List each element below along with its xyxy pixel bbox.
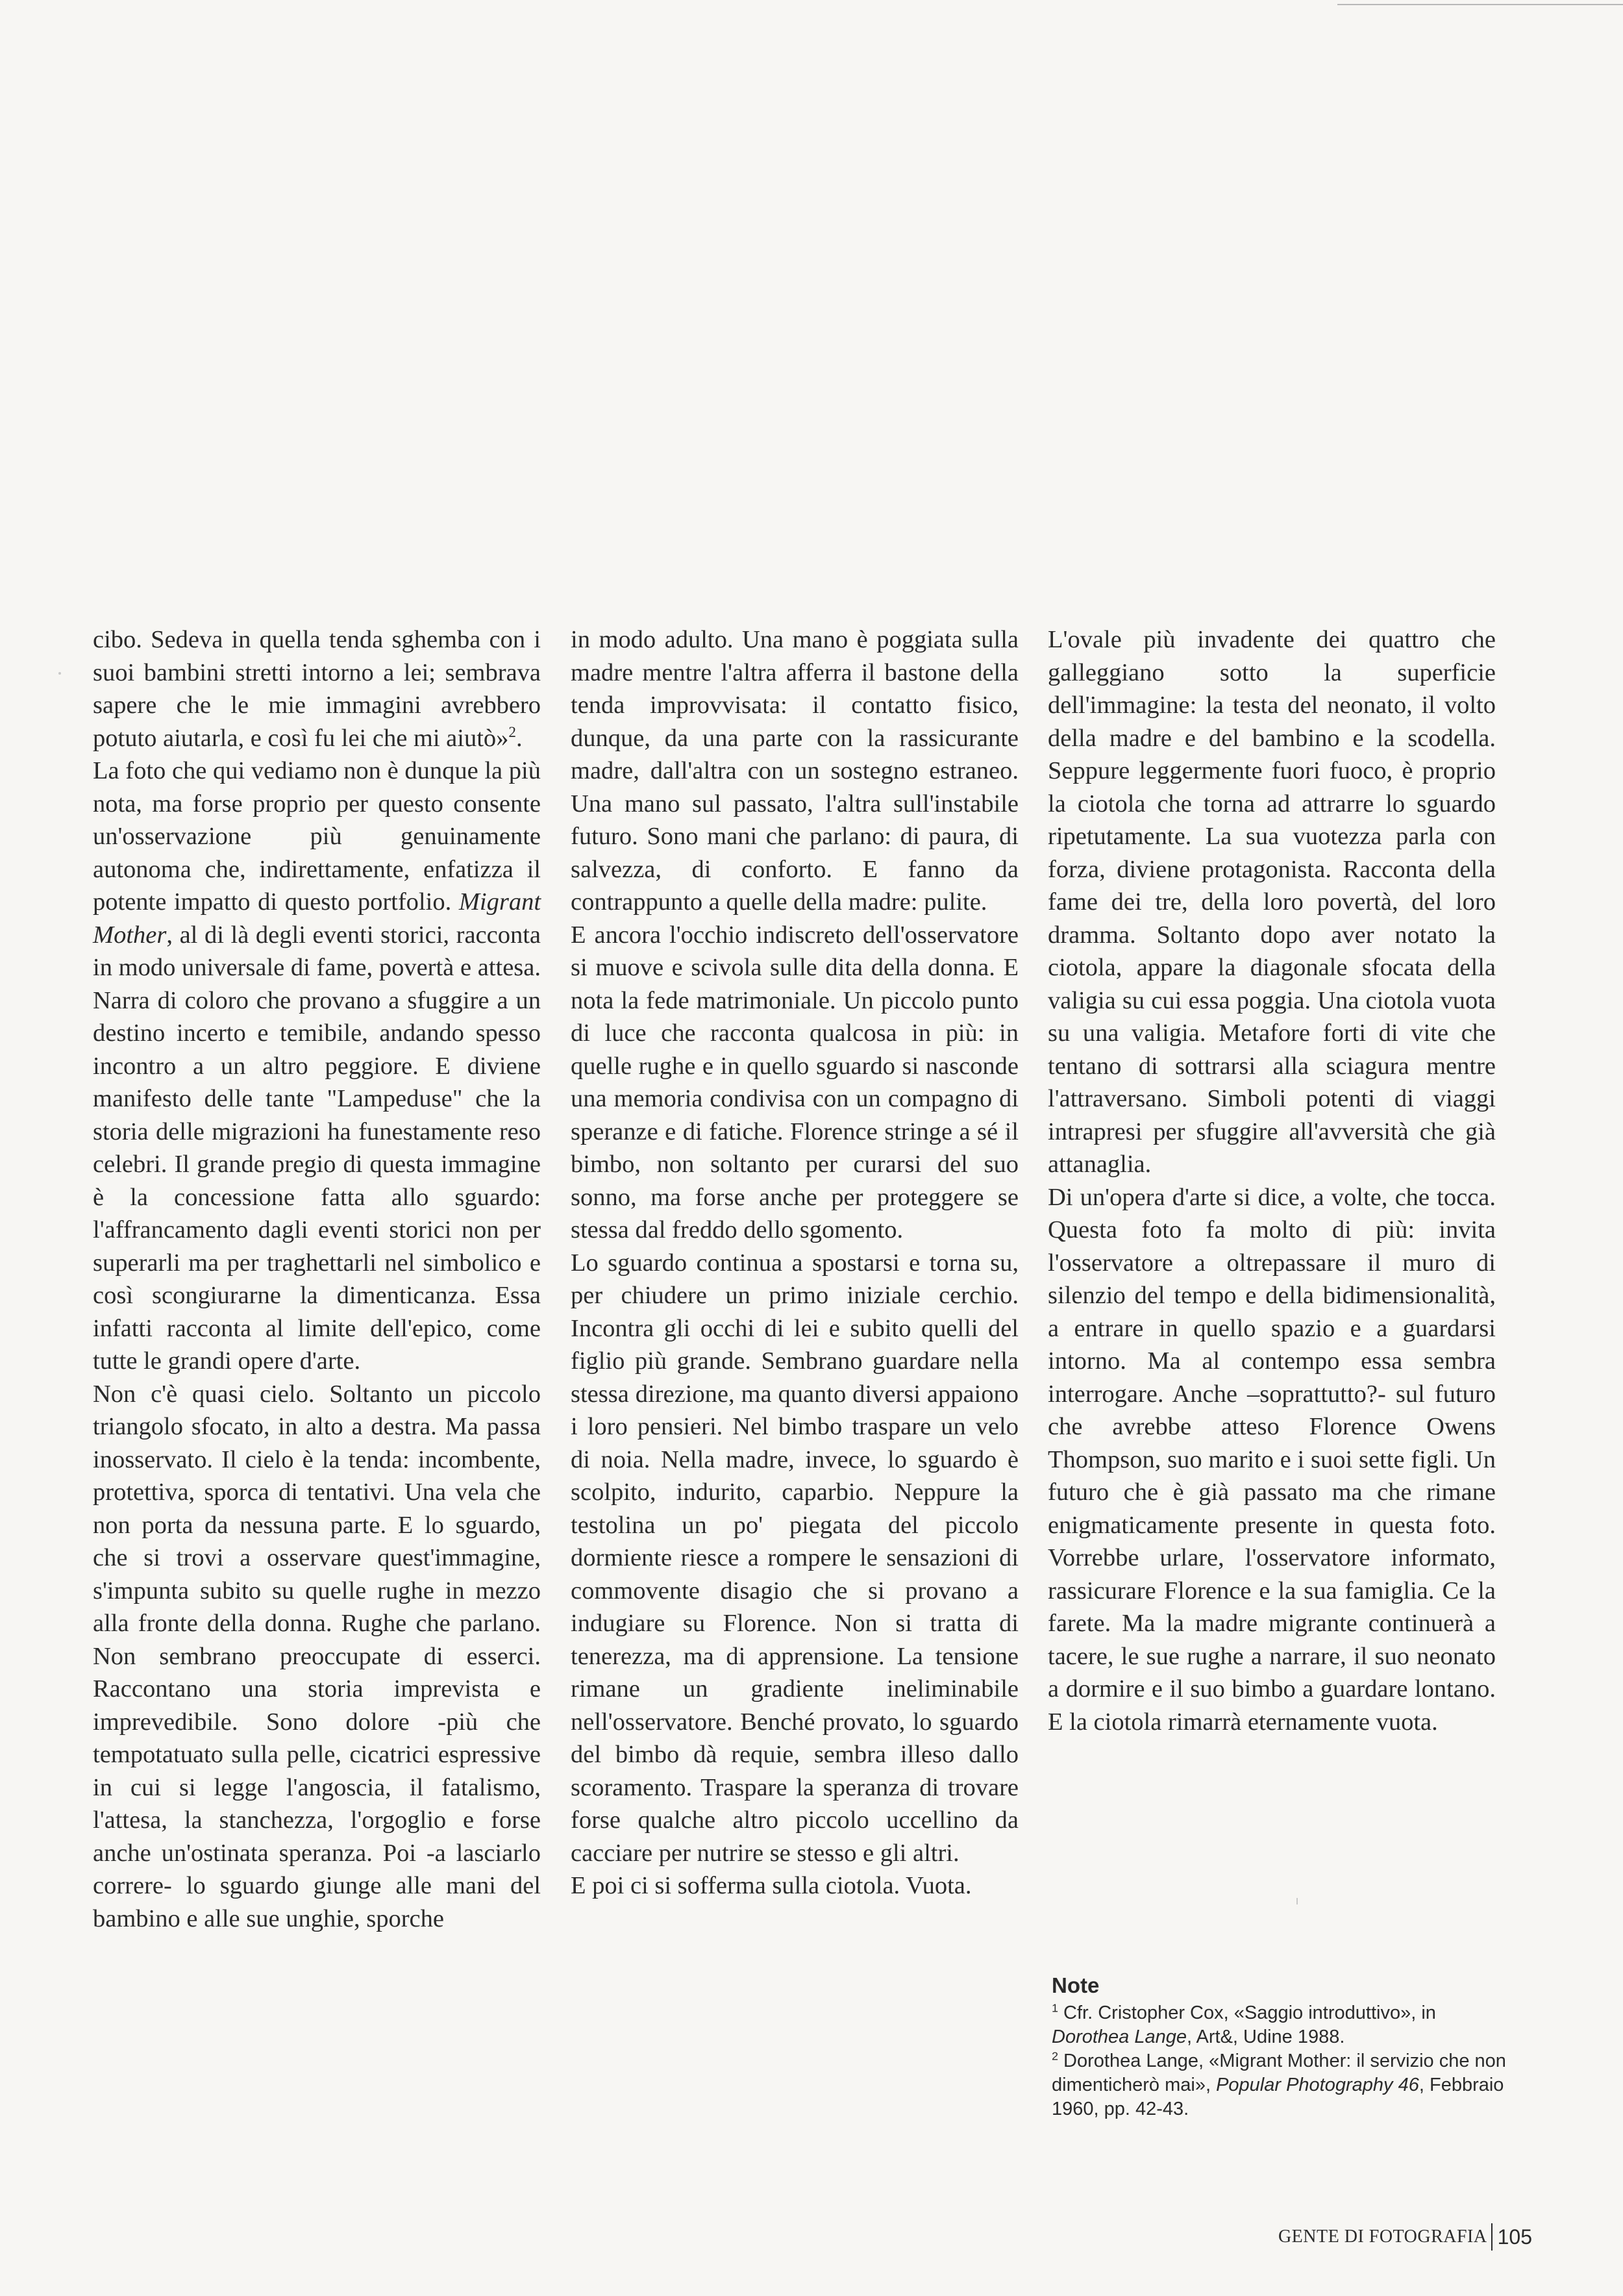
note-italic: Popular Photography 46 (1216, 2075, 1419, 2095)
note-text: , Febbraio 1960, pp. 42-43. (1052, 2075, 1504, 2119)
paragraph: Di un'opera d'arte si dice, a volte, che tocca. Questa foto fa molto di più: invita l'osservatore a oltrepassare il muro di silenzio del tempo e della bidimensionalità, a entrare in quello spazio e a guardarsi intorno. Ma al contempo essa sembra interrogare. Anche –soprattutto?- sul futuro che avrebbe atteso Florence Owens Thompson, suo marito e i suoi sette figli. Un futuro che è già passato ma che rimane enigmaticamente presente in questa foto. Vorrebbe urlare, l'osservatore informato, rassicurare Florence e la sua famiglia. Ce la farete. Ma la madre migrante continuerà a tacere, le sue rughe a narrare, il suo neonato a dormire e il suo bimbo a guardare lontano. E la ciotola rimarrà eternamente vuota. (1048, 1183, 1496, 1736)
notes-title: Note (1052, 1973, 1100, 1997)
text-column-1 (93, 623, 541, 1935)
artwork-title: Migrant Mother (93, 888, 541, 949)
paragraph: L'ovale più invadente dei quattro che galleggiano sotto la superficie dell'immagine: la testa del neonato, il volto della madre e del bambino e la scodella. Seppure leggermente fuori fuoco, è proprio la ciotola che torna ad attrarre lo sguardo ripetutamente. La sua vuotezza parla con forza, diviene protagonista. Racconta della fame dei tre, della loro povertà, del loro dramma. Soltanto dopo aver notato la ciotola, appare la diagonale sfocata della valigia su cui essa poggia. Una ciotola vuota su una valigia. Metafore forti di vite che tentano di sottrarsi alla sciagura mentre l'attraversano. Simboli potenti di viaggi intrapresi per sfuggire all'avversità che già attanaglia. (1048, 626, 1496, 1178)
paragraph: E ancora l'occhio indiscreto dell'osservatore si muove e scivola sulle dita della donna. E nota la fede matrimoniale. Un piccolo punto di luce che racconta qualcosa in più: in quelle rughe e in quello sguardo si nasconde una memoria condivisa con un compagno di speranze e di fatiche. Florence stringe a sé il bimbo, non soltanto per curarsi del suo sonno, ma forse anche per proteggere se stessa dal freddo dello sgomento. (571, 921, 1019, 1243)
note-text: Cfr. Cristopher Cox, «Saggio introduttivo», in (1058, 2003, 1436, 2023)
text-column-3 (1048, 623, 1496, 1738)
paragraph-text: La foto che qui vediamo non è dunque la più nota, ma forse proprio per questo consente un'osservazione più genuinamente autonoma che, indirettamente, enfatizza il potente impatto di questo portfolio. (93, 757, 541, 916)
footnote-ref: 2 (508, 723, 516, 740)
paragraph: Lo sguardo continua a spostarsi e torna su, per chiudere un primo iniziale cerchio. Incontra gli occhi di lei e subito quelli del figlio più grande. Sembrano guardare nella stessa direzione, ma quanto diversi appaiono i loro pensieri. Nel bimbo traspare un velo di noia. Nella madre, invece, lo sguardo è scolpito, indurito, caparbio. Neppure la testolina un po' piegata del piccolo dormiente riesce a rompere le sensazioni di commovente disagio che si provano a indugiare su Florence. Non si tratta di tenerezza, ma di apprensione. La tensione rimane un gradiente ineliminabile nell'osservatore. Benché provato, lo sguardo del bimbo dà requie, sembra illeso dallo scoramento. Traspare la speranza di trovare forse qualche altro piccolo uccellino da cacciare per nutrire se stesso e gli altri. (571, 1249, 1019, 1867)
paragraph: E poi ci si sofferma sulla ciotola. Vuota. (571, 1872, 972, 1899)
scan-speck (1296, 1898, 1298, 1904)
note-item (1052, 2049, 1506, 2121)
text-column-2 (571, 623, 1019, 1903)
paragraph: in modo adulto. Una mano è poggiata sulla madre mentre l'altra afferra il bastone della tenda improvvisata: il contatto fisico, dunque, da una parte con la rassicurante madre, dall'altra con un sostegno estraneo. Una mano sul passato, l'altra sull'instabile futuro. Sono mani che parlano: di paura, di salvezza, di conforto. E fanno da contrappunto a quelle della madre: pulite. (571, 626, 1019, 916)
paragraph-text: cibo. Sedeva in quella tenda sghemba con i suoi bambini stretti intorno a lei; sembrava sapere che le mie immagini avrebbero potuto aiutarla, e così fu lei che mi aiutò» (93, 626, 541, 752)
note-item (1052, 2001, 1506, 2049)
note-marker: 1 (1052, 2001, 1058, 2015)
footer-divider (1491, 2223, 1493, 2251)
paragraph (93, 755, 541, 1378)
magazine-name: GENTE DI FOTOGRAFIA (1278, 2227, 1487, 2247)
note-italic: Dorothea Lange (1052, 2027, 1187, 2047)
note-text: Dorothea Lange, «Migrant Mother: il servizio che non dimenticherò mai», (1052, 2051, 1506, 2095)
paragraph: cibo. Sedeva in quella tenda sghemba con i suoi bambini stretti intorno a lei; sembrava sapere che le mie immagini avrebbero potuto aiutarla, e così fu lei che mi aiutò»$^2$. (93, 626, 541, 752)
paragraph-text: , al di là degli eventi storici, racconta in modo universale di fame, povertà e attesa. Narra di coloro che provano a sfuggire a un destino incerto e temibile, andando spesso incontro a un altro peggiore. E diviene manifesto delle tante "Lampeduse" che la storia delle migrazioni ha funestamente reso celebri. Il grande pregio di questa immagine è la concessione fatta allo sguardo: l'affrancamento dagli eventi storici non per superarli ma per traghettarli nel simbolico e così scongiurarne la dimenticanza. Essa infatti racconta al limite dell'epico, come tutte le grandi opere d'arte. (93, 921, 541, 1375)
notes-section (1052, 1973, 1506, 2121)
paragraph: Non c'è quasi cielo. Soltanto un piccolo triangolo sfocato, in alto a destra. Ma passa inosservato. Il cielo è la tenda: incombente, protettiva, sporca di tentativi. Una vela che non porta da nessuna parte. E lo sguardo, che si trovi a osservare quest'immagine, s'impunta subito su quelle rughe in mezzo alla fronte della donna. Rughe che parlano. Non sembrano preoccupate di esserci. Raccontano una storia imprevista e imprevedibile. Sono dolore -più che tempotatuato sulla pelle, cicatrici espressive in cui si legge l'angoscia, il fatalismo, l'attesa, la stanchezza, l'orgoglio e forse anche un'ostinata speranza. Poi -a lasciarlo correre- lo sguardo giunge alle mani del bambino e alle sue unghie, sporche (93, 1380, 541, 1932)
note-text: , Art&, Udine 1988. (1187, 2027, 1345, 2047)
scan-speck (58, 672, 61, 675)
page-footer (1278, 2223, 1532, 2251)
top-rule (1337, 4, 1623, 5)
page-number: 105 (1497, 2225, 1532, 2249)
note-marker: 2 (1052, 2049, 1058, 2063)
